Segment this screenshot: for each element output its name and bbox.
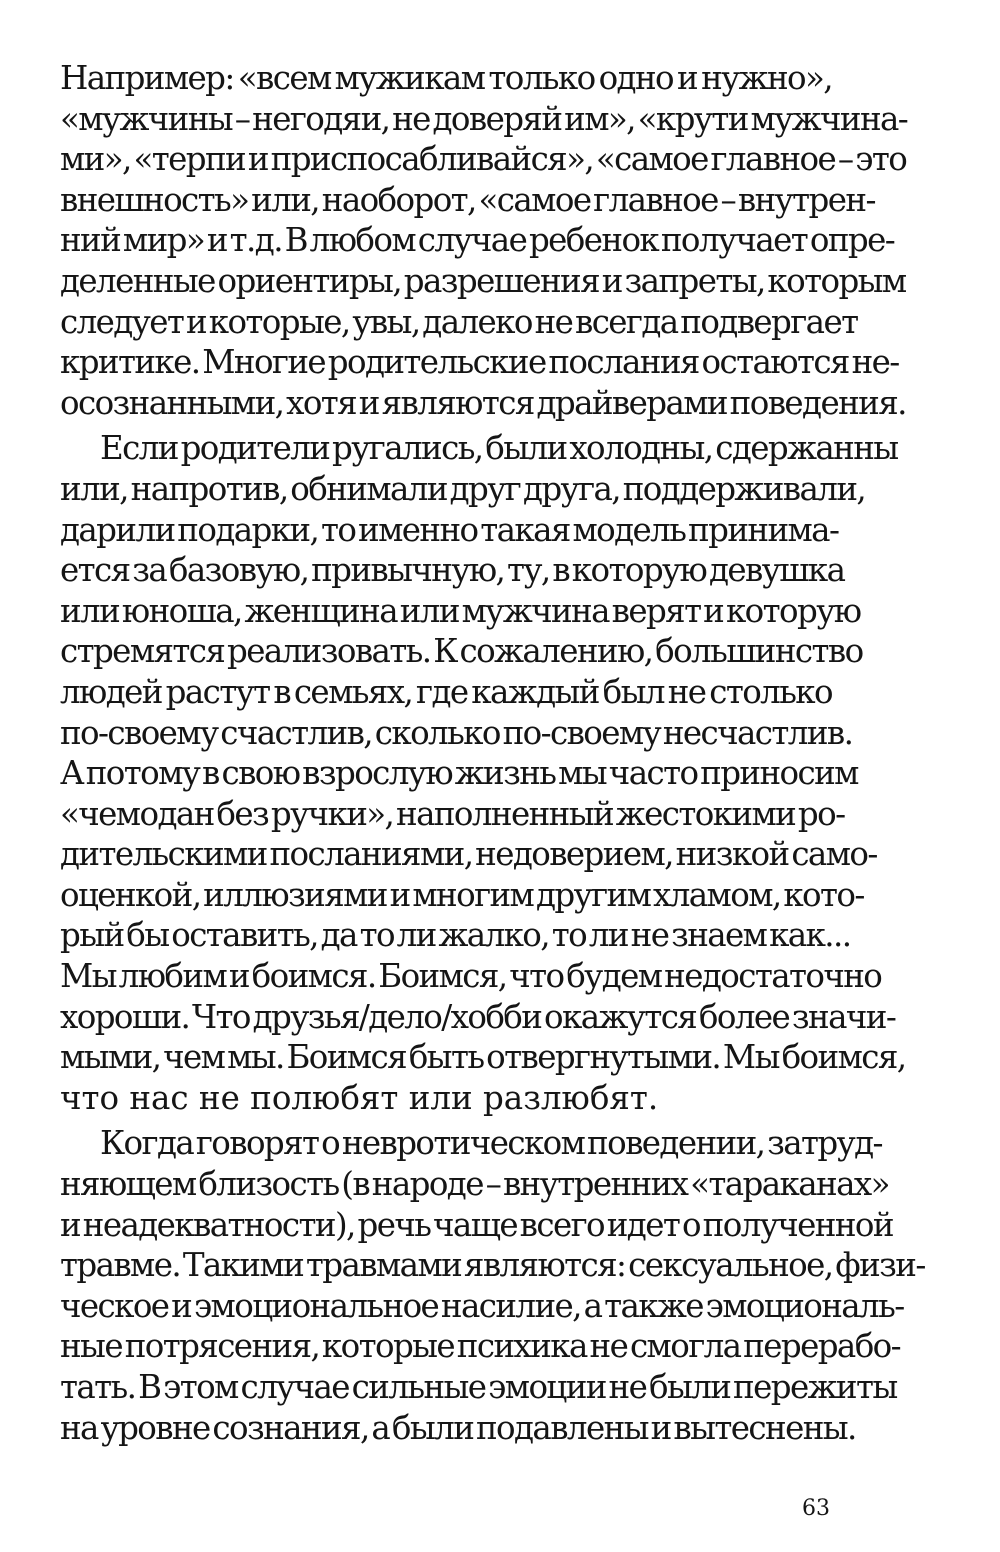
text-line: или юноша, женщина или мужчина верят и которую <box>60 591 861 630</box>
text-line: стремятся реализовать. К сожалению, большинство <box>60 632 863 671</box>
text-line: дарили подарки, то именно такая модель принима- <box>60 510 839 549</box>
text-line: что нас не полюбят или разлюбят. <box>60 1078 659 1117</box>
text-line: ческое и эмоциональное насилие, а также эмоциональ- <box>60 1286 904 1325</box>
text-line: оценкой, иллюзиями и многим другим хламом, кото- <box>60 875 864 914</box>
paragraph-2 <box>60 428 906 1118</box>
text-line: Если родители ругались, были холодны, сдержанны <box>100 429 898 468</box>
text-line: деленные ориентиры, разрешения и запреты, которым <box>60 261 906 300</box>
text-line: следует и которые, увы, далеко не всегда подвергает <box>60 302 858 341</box>
text-line: Например: «всем мужикам только одно и нужно», <box>60 59 832 97</box>
text-line: мыми, чем мы. Боимся быть отвергнутыми. Мы боимся, <box>60 1038 906 1077</box>
text-line: осознанными, хотя и являются драйверами поведения. <box>60 383 906 422</box>
text-line: и неадекватности), речь чаще всего идет о полученной <box>60 1205 893 1244</box>
text-line: «мужчины – негодяи, не доверяй им», «крути мужчина- <box>60 99 908 138</box>
text-line: тать. В этом случае сильные эмоции не были пережиты <box>60 1368 897 1406</box>
text-line: дительскими посланиями, недоверием, низкой само- <box>60 835 877 874</box>
text-line: людей растут в семьях, где каждый был не столько <box>60 672 832 711</box>
text-line: няющем близость (в народе – внутренних «тараканах» <box>60 1165 889 1204</box>
text-line: ные потрясения, которые психика не смогла перерабо- <box>60 1327 901 1366</box>
text-line: хороши. Что друзья/дело/хобби окажутся более значи- <box>60 997 896 1036</box>
text-line: рый бы оставить, да то ли жалко, то ли не знаем как... <box>60 916 851 955</box>
text-line: «чемодан без ручки», наполненный жестокими ро- <box>60 794 845 833</box>
text-line: Мы любим и боимся. Боимся, что будем недостаточно <box>60 957 882 996</box>
text-line: по-своему счастлив, сколько по-своему несчастлив. <box>60 713 853 752</box>
text-line: на уровне сознания, а были подавлены и вытеснены. <box>60 1408 856 1447</box>
text-line: ний мир» и т.д. В любом случае ребенок получает опре- <box>60 221 895 260</box>
page-number: 63 <box>802 1496 830 1521</box>
text-line: А потому в свою взрослую жизнь мы часто приносим <box>60 754 858 793</box>
text-line: травме. Такими травмами являются: сексуальное, физи- <box>60 1246 925 1285</box>
text-line: ми», «терпи и приспосабливайся», «самое главное – это <box>60 140 907 179</box>
body-text <box>60 58 925 1448</box>
text-line: внешность» или, наоборот, «самое главное – внутрен- <box>60 180 875 219</box>
paragraph-3 <box>60 1123 925 1448</box>
text-line: или, напротив, обнимали друг друга, поддерживали, <box>60 469 866 508</box>
text-line: Когда говорят о невротическом поведении, затруд- <box>100 1124 882 1163</box>
paragraph-1 <box>60 58 908 423</box>
text-line: ется за базовую, привычную, ту, в которую девушка <box>60 551 845 590</box>
text-line: критике. Многие родительские послания остаются не- <box>60 343 899 382</box>
